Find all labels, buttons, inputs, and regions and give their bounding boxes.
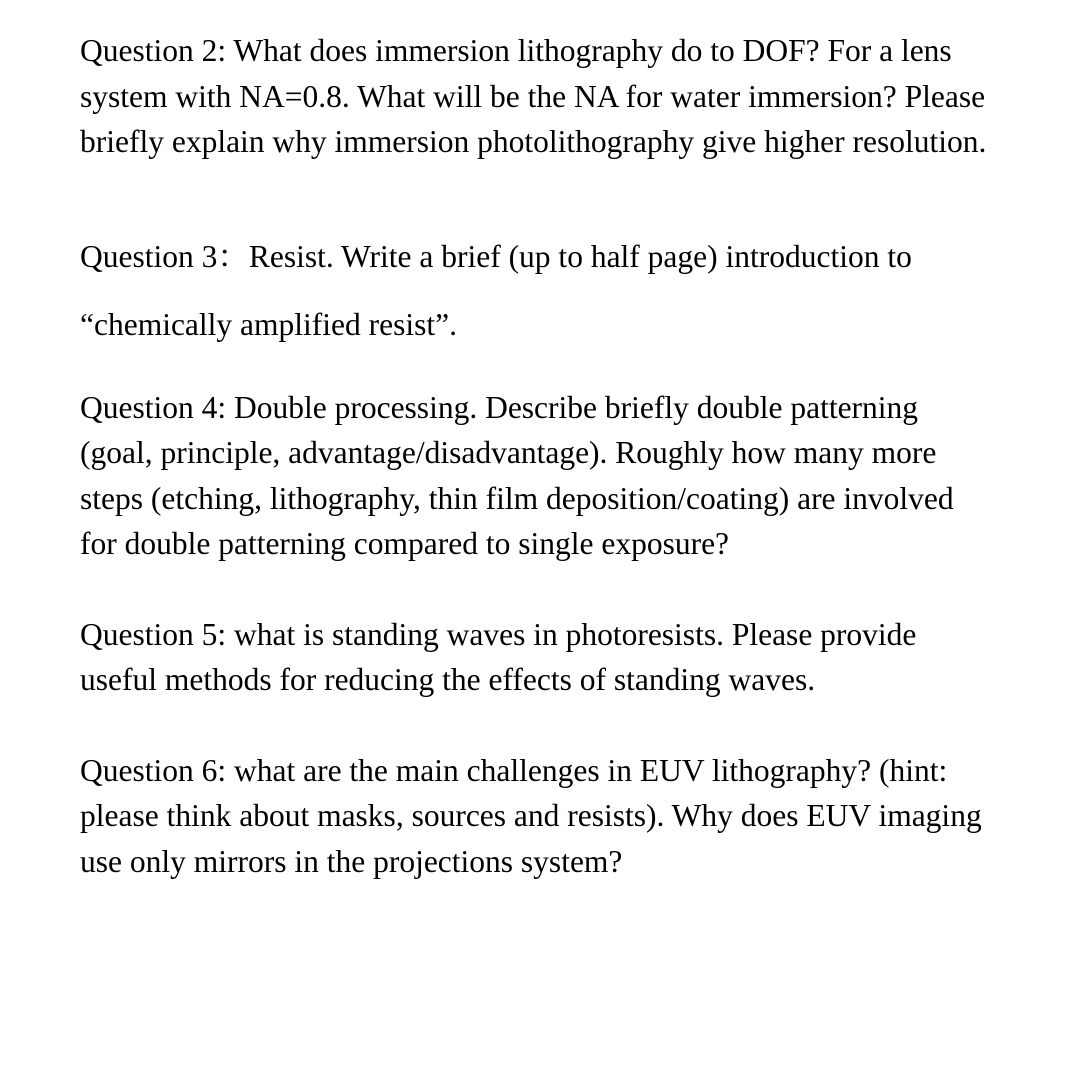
question-6-text: Question 6: what are the main challenges in EUV lithography? (hint: please think about masks, sources and resists). Why does EUV imaging use only mirrors in the projections system? bbox=[80, 752, 982, 879]
question-4-text: Question 4: Double processing. Describe briefly double patterning (goal, principle, advantage/disadvantage). Roughly how many more steps (etching, lithography, thin film deposition/coating) are involved for double patterning compared to single exposure? bbox=[80, 389, 954, 561]
question-5-text: Question 5: what is standing waves in photoresists. Please provide useful methods for reducing the effects of standing waves. bbox=[80, 616, 917, 697]
question-2-text: Question 2: What does immersion lithography do to DOF? For a lens system with NA=0.8. What will be the NA for water immersion? Please briefly explain why immersion photolithography give higher resolution. bbox=[80, 33, 987, 159]
document-page bbox=[80, 28, 995, 884]
question-3-text: Question 3：Resist. Write a brief (up to half page) introduction to “chemically amplified resist”. bbox=[80, 238, 912, 342]
